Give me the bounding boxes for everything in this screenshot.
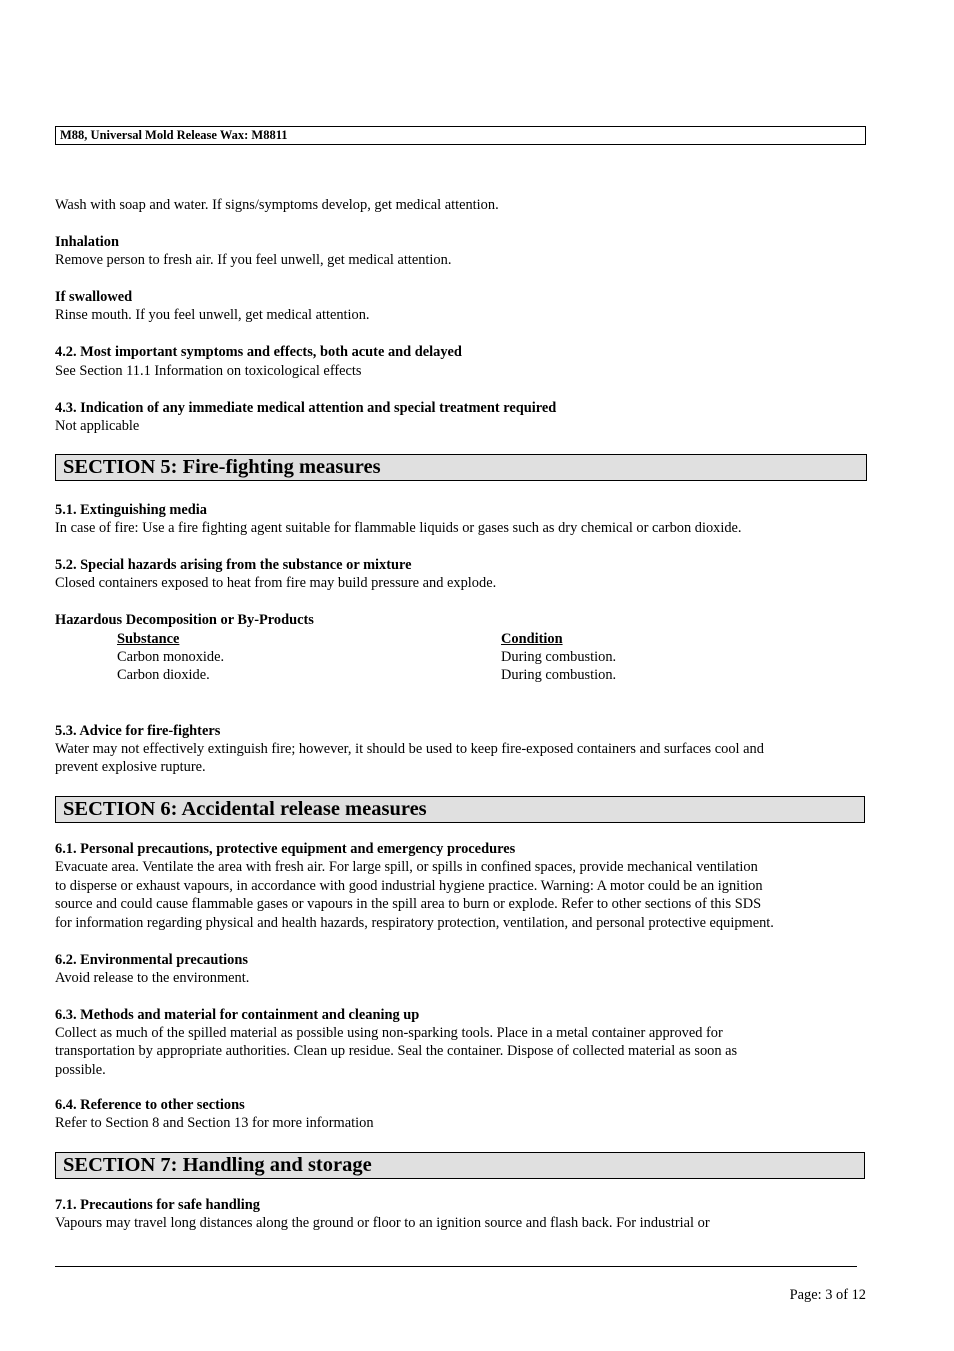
section-7-1-text: Vapours may travel long distances along the ground or floor to an ignition source and flash back. For industrial or: [55, 1215, 710, 1231]
section-4-3-text: Not applicable: [55, 418, 140, 434]
section-4-2-heading: 4.2. Most important symptoms and effects, both acute and delayed: [55, 344, 462, 360]
section-6-3-line-2: transportation by appropriate authorities. Clean up residue. Seal the container. Dispose of collected material as soon as: [55, 1043, 738, 1059]
skin-contact-text: Wash with soap and water. If signs/symptoms develop, get medical attention.: [55, 197, 499, 213]
section-5-1-heading: 5.1. Extinguishing media: [55, 502, 207, 518]
document-header: M88, Universal Mold Release Wax: M8811: [55, 126, 866, 145]
section-6-3-line-1: Collect as much of the spilled material as possible using non-sparking tools. Place in a metal container approved for: [55, 1025, 723, 1041]
section-5-2-heading: 5.2. Special hazards arising from the substance or mixture: [55, 557, 412, 573]
section-7-title: SECTION 7: Handling and storage: [55, 1152, 865, 1179]
decomposition-heading: Hazardous Decomposition or By-Products: [55, 612, 314, 628]
page-number: Page: 3 of 12: [789, 1287, 866, 1303]
inhalation-heading: Inhalation: [55, 234, 119, 250]
table-cell-substance: Carbon dioxide.: [117, 667, 210, 683]
table-cell-condition: During combustion.: [501, 649, 617, 665]
section-6-1-heading: 6.1. Personal precautions, protective equipment and emergency procedures: [55, 841, 516, 857]
section-5-title: SECTION 5: Fire-fighting measures: [55, 454, 867, 481]
swallowed-heading: If swallowed: [55, 289, 133, 305]
section-6-3-line-3: possible.: [55, 1062, 106, 1078]
section-5-2-text: Closed containers exposed to heat from fire may build pressure and explode.: [55, 575, 497, 591]
section-4-2-text: See Section 11.1 Information on toxicological effects: [55, 363, 362, 379]
section-5-3-line-2: prevent explosive rupture.: [55, 759, 206, 775]
section-6-4-text: Refer to Section 8 and Section 13 for more information: [55, 1115, 374, 1131]
table-cell-condition: During combustion.: [501, 667, 617, 683]
inhalation-text: Remove person to fresh air. If you feel unwell, get medical attention.: [55, 252, 452, 268]
section-6-2-heading: 6.2. Environmental precautions: [55, 952, 248, 968]
section-6-2-text: Avoid release to the environment.: [55, 970, 250, 986]
section-6-4-heading: 6.4. Reference to other sections: [55, 1097, 245, 1113]
swallowed-text: Rinse mouth. If you feel unwell, get medical attention.: [55, 307, 370, 323]
section-6-title: SECTION 6: Accidental release measures: [55, 796, 865, 823]
section-6-1-line-3: source and could cause flammable gases or vapours in the spill area to burn or explode. Refer to other sections of this SDS: [55, 896, 762, 912]
section-5-3-heading: 5.3. Advice for fire-fighters: [55, 723, 221, 739]
table-cell-substance: Carbon monoxide.: [117, 649, 225, 665]
section-6-1-line-1: Evacuate area. Ventilate the area with fresh air. For large spill, or spills in confined spaces, provide mechanical ventilation: [55, 859, 758, 875]
section-4-3-heading: 4.3. Indication of any immediate medical attention and special treatment required: [55, 400, 557, 416]
section-7-1-heading: 7.1. Precautions for safe handling: [55, 1197, 260, 1213]
section-6-1-line-2: to disperse or exhaust vapours, in accordance with good industrial hygiene practice. Warning: A motor could be an ignition: [55, 878, 763, 894]
condition-column-header: Condition: [501, 631, 563, 647]
section-5-3-line-1: Water may not effectively extinguish fire; however, it should be used to keep fire-exposed containers and surfaces cool and: [55, 741, 764, 757]
footer-divider: [55, 1266, 857, 1267]
section-5-1-text: In case of fire: Use a fire fighting agent suitable for flammable liquids or gases such as dry chemical or carbon dioxide.: [55, 520, 742, 536]
substance-column-header: Substance: [117, 631, 180, 647]
section-6-1-line-4: for information regarding physical and health hazards, respiratory protection, ventilation, and personal protective equipment.: [55, 915, 774, 931]
section-6-3-heading: 6.3. Methods and material for containment and cleaning up: [55, 1007, 420, 1023]
